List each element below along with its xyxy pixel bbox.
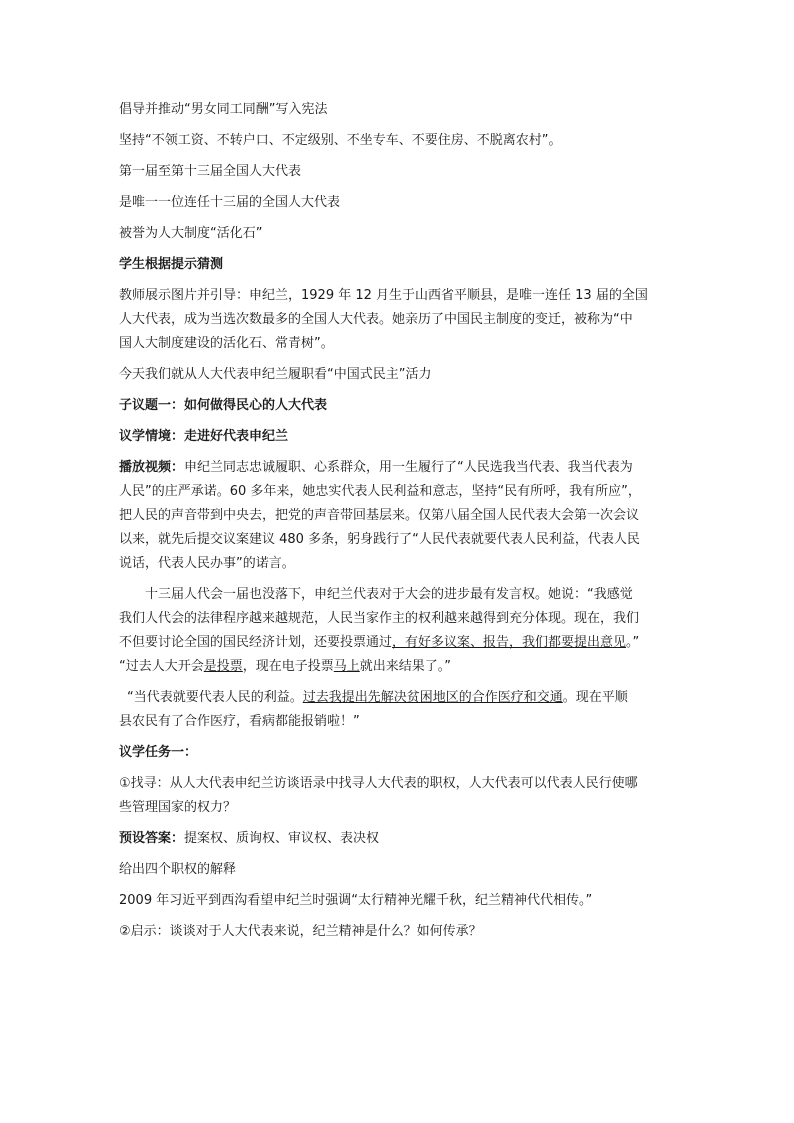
paragraph-line: 人大代表，成为当选次数最多的全国人大代表。她亲历了中国民主制度的变迁，被称为“中 — [119, 312, 633, 327]
task-heading: 议学任务一： — [119, 745, 198, 760]
paragraph-line: 我们人代会的法律程序越来越规范，人民当家作主的权利越来越得到充分体现。现在，我们 — [119, 611, 640, 626]
quote-text: 。现在平顺 — [562, 690, 628, 705]
paragraph-line — [119, 456, 699, 480]
quote-text: “过去人大开会 — [119, 659, 204, 674]
paragraph-line: 以来，就先后提交议案建议 480 多条，躬身践行了“人民代表就要代表人民利益，代表人民 — [119, 532, 640, 547]
underlined-text: 过去我提出先解决贫困地区的合作医疗和交通 — [302, 690, 563, 705]
underlined-text: ，有好多议案、报告，我们都要提出意见 — [392, 635, 627, 650]
text-line: 给出四个职权的解释 — [119, 862, 237, 877]
paragraph-line: 十三届人代会一届也没落下，申纪兰代表对于大会的进步最有发言权。她说：“我感觉 — [145, 587, 633, 602]
text-line: 坚持“不领工资、不转户口、不定级别、不坐专车、不要住房、不脱离农村”。 — [119, 133, 562, 148]
paragraph-line — [119, 631, 699, 655]
quote-paragraph-2 — [119, 686, 699, 734]
task-1-paragraph — [119, 772, 699, 820]
paragraph-line: 县农民有了合作医疗，看病都能报销啦！” — [119, 714, 360, 729]
paragraph-line: 些管理国家的权力？ — [119, 800, 237, 815]
sub-topic-heading: 子议题一：如何做得民心的人大代表 — [119, 398, 328, 413]
quote-text: ，现在电子投票 — [242, 659, 334, 674]
text-line: 被誉为人大制度“活化石” — [119, 226, 263, 241]
quote-text: 不但要讨论全国的国民经济计划，还要投票通过 — [119, 635, 393, 650]
text-line: 倡导并推动“男女同工同酬”写入宪法 — [119, 102, 328, 117]
video-paragraph — [119, 456, 699, 576]
quote-paragraph — [119, 583, 699, 679]
scenario-heading: 议学情境：走进好代表申纪兰 — [119, 429, 289, 444]
paragraph-line: 人民”的庄严承诺。60 多年来，她忠实代表人民利益和意志，坚持“民有所呼，我有所应”， — [119, 484, 641, 499]
teacher-intro-paragraph — [119, 284, 699, 356]
answer-line — [119, 827, 699, 851]
text-line: ②启示：谈谈对于人大代表来说，纪兰精神是什么？如何传承？ — [119, 924, 482, 939]
underlined-text: 马上 — [333, 659, 360, 674]
underlined-text: 是投票 — [203, 659, 243, 674]
heading-student-guess: 学生根据提示猜测 — [119, 257, 224, 272]
text-line: 2009 年习近平到西沟看望申纪兰时强调“太行精神光耀千秋，纪兰精神代代相传。” — [119, 893, 593, 908]
paragraph-line: ①找寻：从人大代表申纪兰访谈语录中找寻人大代表的职权，人大代表可以代表人民行使哪 — [119, 776, 638, 791]
paragraph-line: 把人民的声音带到中央去，把党的声音带回基层来。仅第八届全国人民代表大会第一次会议 — [119, 508, 640, 523]
paragraph-line: 国人大制度建设的活化石、常青树”。 — [119, 336, 334, 351]
answer-label: 预设答案： — [119, 831, 185, 846]
paragraph-line — [119, 686, 699, 710]
paragraph-line: 说话，代表人民办事”的诺言。 — [119, 556, 295, 571]
quote-text: 就出来结果了。” — [359, 659, 452, 674]
answer-text: 提案权、质询权、审议权、表决权 — [184, 831, 380, 846]
text-line: 第一届至第十三届全国人大代表 — [119, 164, 302, 179]
paragraph-line: 教师展示图片并引导：申纪兰，1929 年 12 月生于山西省平顺县，是唯一连任 13 届的全国 — [119, 288, 648, 303]
document-body — [119, 98, 699, 951]
text-line: 是唯一一位连任十三届的全国人大代表 — [119, 195, 341, 210]
quote-text: “当代表就要代表人民的利益。 — [127, 690, 303, 705]
paragraph-text: 申纪兰同志忠诚履职、心系群众，用一生履行了“人民选我当代表、我当代表为 — [184, 460, 633, 475]
video-label: 播放视频： — [119, 460, 185, 475]
quote-text: 。” — [626, 635, 640, 650]
paragraph-line — [119, 655, 699, 679]
text-line: 今天我们就从人大代表申纪兰履职看“中国式民主”活力 — [119, 367, 432, 382]
